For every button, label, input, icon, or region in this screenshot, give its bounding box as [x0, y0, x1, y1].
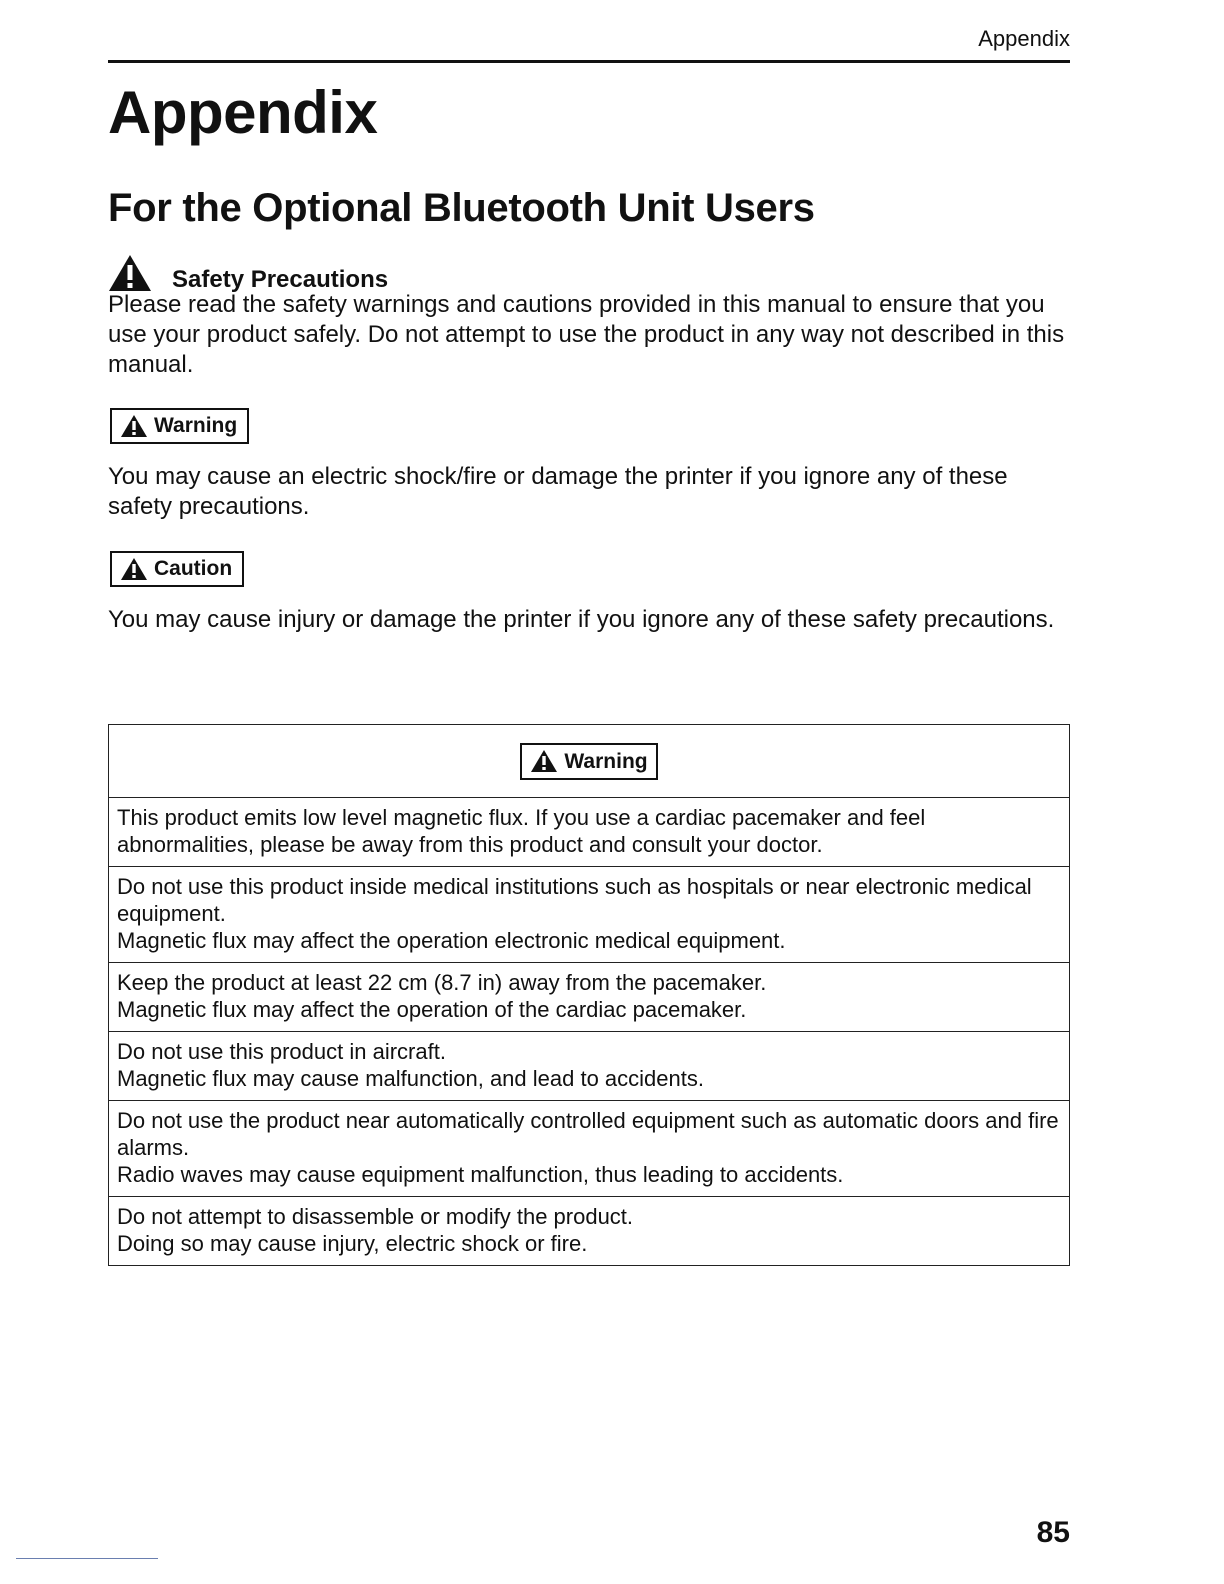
caution-label: [110, 551, 244, 587]
warning-description: You may cause an electric shock/fire or damage the printer if you ignore any of these safety precautions.: [108, 463, 1008, 520]
row-text: Doing so may cause injury, electric shock or fire.: [117, 1231, 588, 1256]
safety-intro-text: Please read the safety warnings and cautions provided in this manual to ensure that you use your product safely. Do not attempt to use the product in any way not described in this manual.: [108, 291, 1065, 378]
row-text: This product emits low level magnetic flux. If you use a cardiac pacemaker and feel abnormalities, please be away from this product and consult your doctor.: [117, 805, 926, 857]
table-row: [109, 1032, 1070, 1101]
table-row: [109, 1197, 1070, 1266]
table-row: [109, 963, 1070, 1032]
footer-rule: [16, 1558, 158, 1559]
row-text: Do not use the product near automatically controlled equipment such as automatic doors and fire alarms.: [117, 1108, 1059, 1160]
safety-precautions-heading: [108, 252, 388, 294]
row-text: Do not use this product in aircraft.: [117, 1039, 446, 1064]
row-text: Magnetic flux may affect the operation electronic medical equipment.: [117, 928, 786, 953]
table-row: [109, 1101, 1070, 1197]
table-cell: [109, 1032, 1070, 1101]
page-title: Appendix: [108, 79, 378, 146]
table-cell: [109, 1101, 1070, 1197]
safety-precautions-title: Safety Precautions: [172, 266, 389, 293]
warning-label-text: Warning: [154, 414, 238, 437]
row-text: Keep the product at least 22 cm (8.7 in) away from the pacemaker.: [117, 970, 767, 995]
row-text: Do not attempt to disassemble or modify the product.: [117, 1204, 634, 1229]
warning-triangle-icon: [530, 749, 564, 773]
table-cell: [109, 1197, 1070, 1266]
row-text: Magnetic flux may cause malfunction, and lead to accidents.: [117, 1066, 704, 1091]
warning-triangle-icon: [120, 414, 154, 438]
warning-table: [108, 724, 1070, 1266]
table-cell: [109, 867, 1070, 963]
header-rule: [108, 60, 1070, 63]
table-warning-label: [520, 743, 657, 780]
warning-label: [110, 408, 249, 444]
caution-label-text: Caution: [154, 557, 233, 580]
table-row: [109, 798, 1070, 867]
row-text: Radio waves may cause equipment malfunction, thus leading to accidents.: [117, 1162, 844, 1187]
row-text: Magnetic flux may affect the operation of the cardiac pacemaker.: [117, 997, 747, 1022]
section-title: For the Optional Bluetooth Unit Users: [108, 186, 815, 230]
table-header-cell: [109, 725, 1070, 798]
table-row: [109, 867, 1070, 963]
warning-triangle-icon: [120, 557, 154, 581]
table-header-row: [109, 725, 1070, 798]
page-number: 85: [1036, 1516, 1070, 1549]
row-text: Do not use this product inside medical institutions such as hospitals or near electronic medical equipment.: [117, 874, 1032, 926]
table-warning-label-text: Warning: [564, 749, 648, 773]
table-cell: [109, 798, 1070, 867]
warning-triangle-icon: [108, 254, 152, 292]
running-header: Appendix: [978, 26, 1070, 51]
table-cell: [109, 963, 1070, 1032]
caution-description: You may cause injury or damage the printer if you ignore any of these safety precautions.: [108, 606, 1055, 633]
